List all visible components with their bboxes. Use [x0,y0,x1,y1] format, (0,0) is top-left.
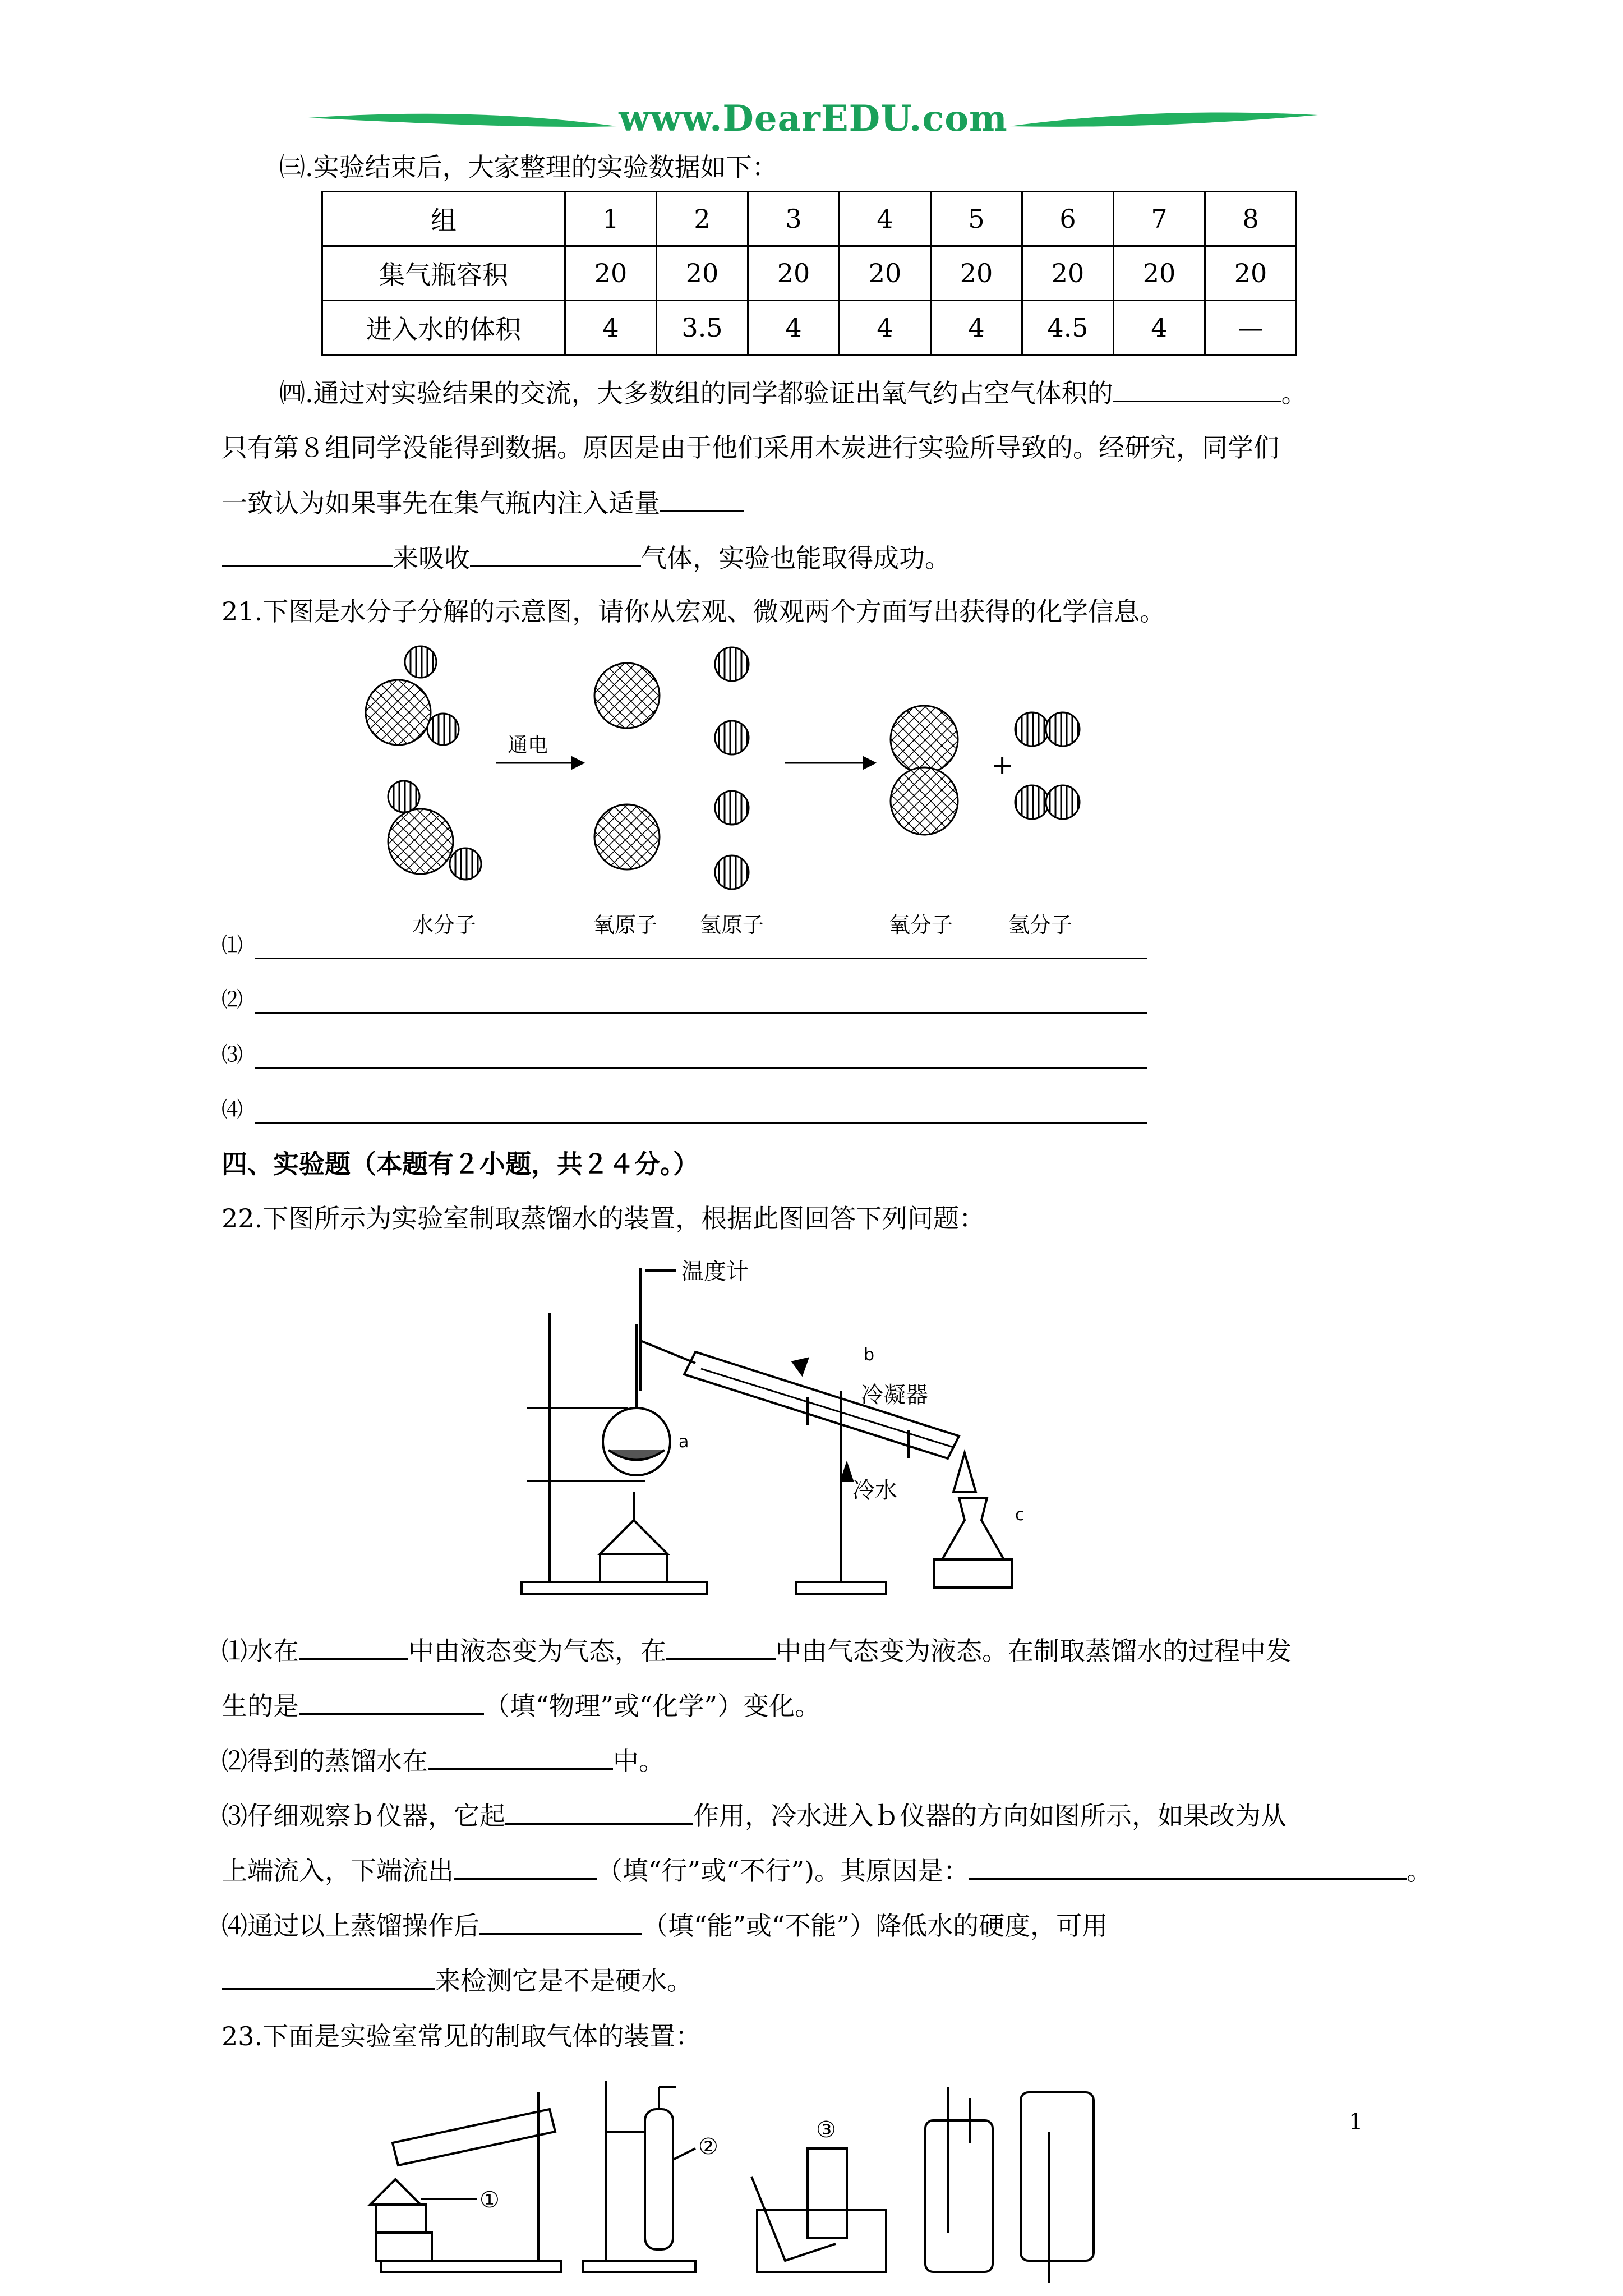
label-hydrogen-atom: 氢原子 [700,913,764,937]
q22-question: 22.下图所示为实验室制取蒸馏水的装置，根据此图回答下列问题： [222,1203,985,1234]
q20-part4-text: 一致认为如果事先在集气瓶内注入适量 [222,488,660,518]
table-cell: — [1205,301,1297,355]
table-cell: 20 [565,246,657,301]
answer-blank[interactable] [222,1963,435,1990]
q22-text: ⑴水在 [222,1636,299,1666]
adapter [953,1453,976,1492]
label-water-molecule: 水分子 [412,913,477,937]
hydrogen-atom [450,848,481,880]
pointer-line [673,2148,695,2160]
table-cell: 4 [931,301,1022,355]
thermometer-label: 温度计 [681,1259,749,1285]
table-cell: 4 [840,192,931,246]
q22-text: 中。 [613,1746,665,1776]
hydrogen-atom [1015,785,1049,819]
table-cell: 7 [1114,192,1205,246]
q20-part4-line4 [222,541,951,575]
label-a: a [679,1432,689,1452]
flask-liquid [608,1450,665,1460]
arrow-head-icon [572,757,583,769]
label-oxygen-molecule: 氧分子 [889,913,953,937]
site-title[interactable]: www.DearEDU.com [619,98,1008,140]
hydrogen-atom [715,855,749,889]
table-cell: 1 [565,192,657,246]
answer-line[interactable] [222,1093,1147,1126]
answer-blank[interactable] [299,1688,484,1715]
answer-blank[interactable] [470,541,641,567]
stand-base [522,1582,707,1594]
wooden-block [376,2233,432,2261]
table-cell: 6 [1022,192,1114,246]
label-b: b [864,1345,875,1365]
q22-text: （填“行”或“不行”)。其原因是： [597,1856,970,1886]
delivery-tube [751,2177,836,2261]
q22-s4-line1 [222,1908,1108,1943]
table-header-cell: 组 [322,192,565,246]
lamp-body [600,1554,667,1582]
experiment-data-table [321,191,1297,356]
q20-part4-text: 来吸收 [393,543,470,573]
stand-base [381,2261,561,2272]
answer-blank[interactable] [454,1853,597,1880]
hydrogen-atom [388,781,419,812]
oxygen-atom [594,804,660,869]
water-flow-arrow-icon [841,1464,852,1481]
answer-label: ⑷ [222,1097,243,1122]
answer-blank[interactable] [299,1634,408,1660]
label-c: c [1015,1505,1025,1525]
gas-bottle [1021,2092,1094,2261]
plus-sign: + [991,749,1014,781]
table-cell: 8 [1205,192,1297,246]
answer-blank[interactable] [222,541,393,567]
table-cell: 5 [931,192,1022,246]
q22-text: 。 [1407,1856,1433,1886]
answer-line[interactable] [222,928,1147,962]
gas-bottle [925,2120,993,2272]
q22-text: 中由液态变为气态，在 [408,1636,666,1666]
q20-part4-line2: 只有第８组同学没能得到数据。原因是由于他们采用木炭进行实验所导致的。经研究，同学们 [222,432,1279,463]
q22-text: ⑵得到的蒸馏水在 [222,1746,428,1776]
q22-text: 上端流入，下端流出 [222,1856,454,1886]
table-cell: 20 [657,246,748,301]
answer-label: ⑵ [222,987,243,1012]
q22-text: ⑶仔细观察ｂ仪器，它起 [222,1801,505,1831]
table-cell: 2 [657,192,748,246]
answer-blank[interactable] [428,1743,613,1770]
table-cell: 3.5 [657,301,748,355]
hydrogen-atom [715,721,749,754]
q22-text: ⑷通过以上蒸馏操作后 [222,1911,479,1941]
answer-label: ⑴ [222,933,243,958]
label-hydrogen-molecule: 氢分子 [1008,913,1073,937]
q22-text: 中由气态变为液态。在制取蒸馏水的过程中发 [776,1636,1292,1666]
distilling-flask [603,1408,670,1475]
q21-question: 21.下图是水分子分解的示意图，请你从宏观、微观两个方面写出获得的化学信息。 [222,596,1166,627]
answer-blank[interactable] [479,1908,642,1935]
answer-line[interactable] [222,983,1147,1016]
q23-question: 23.下面是实验室常见的制取气体的装置： [222,2021,702,2051]
table-cell: 4 [565,301,657,355]
side-arm [640,1341,695,1363]
apparatus-label: ② [698,2134,718,2160]
collecting-bottle [808,2148,847,2238]
apparatus-label: ③ [816,2117,836,2143]
oxygen-atom [594,663,660,728]
receiving-flask [942,1498,1004,1559]
q22-s1-line1 [222,1634,1292,1668]
q20-part4-line1 [279,376,1307,410]
alcohol-lamp [600,1520,667,1554]
hydrogen-atom [427,714,459,745]
hydrogen-atom [1046,712,1080,746]
table-header-cell: 集气瓶容积 [322,246,565,301]
oxygen-atom [388,809,453,874]
hydrogen-atom [1046,785,1080,819]
lamp-body [376,2205,426,2233]
table-row [322,301,1297,355]
oxygen-atom [891,706,958,773]
q22-s4-line2 [222,1963,693,1998]
q20-part4-text: ㈣.通过对实验结果的交流，大多数组的同学都验证出氧气约占空气体积的 [279,378,1113,408]
page-number: 1 [1349,2109,1363,2135]
table-cell: 20 [840,246,931,301]
table-cell: 4 [840,301,931,355]
cold-water-label: 冷水 [852,1478,897,1503]
inner-tube [701,1369,953,1447]
q20-part4-line3 [222,486,744,520]
answer-blank[interactable] [660,486,744,512]
test-tube [645,2109,673,2249]
hydrogen-atom [1015,712,1049,746]
site-header [303,95,1324,146]
hydrogen-atom [715,647,749,681]
table-header-cell: 进入水的体积 [322,301,565,355]
table-cell: 4.5 [1022,301,1114,355]
section-title: 四、实验题（本题有２小题，共２４分。） [222,1149,699,1179]
answer-blank[interactable] [505,1798,693,1825]
arrow-head-icon [864,757,875,769]
table-row [322,246,1297,301]
q20-part3-text: ㈢.实验结束后，大家整理的实验数据如下： [279,152,778,182]
apparatus-label: ① [479,2187,500,2213]
answer-label: ⑶ [222,1042,243,1067]
table-cell: 4 [748,301,840,355]
gas-preparation-apparatus-diagram [359,2076,1144,2289]
stand-base [796,1582,886,1594]
water-decomposition-diagram [359,639,1110,948]
distillation-apparatus-diagram [516,1257,1054,1599]
answer-line[interactable] [222,1038,1147,1071]
oxygen-atom [366,680,431,745]
q22-s3-line1 [222,1798,1287,1833]
answer-blank[interactable] [1113,376,1281,402]
test-tube [393,2109,555,2165]
q22-text: 来检测它是不是硬水。 [435,1966,693,1996]
stand-base [583,2261,695,2272]
table-cell: 20 [1114,246,1205,301]
arrow-label: 通电 [508,734,548,757]
q20-part4-end: 。 [1281,378,1307,408]
oxygen-atom [891,767,958,835]
q20-part4-text: 气体，实验也能取得成功。 [641,543,951,573]
hydrogen-atom [715,791,749,825]
alcohol-lamp [370,2179,421,2205]
table-cell: 20 [1022,246,1114,301]
q22-text: 作用，冷水进入ｂ仪器的方向如图所示，如果改为从 [693,1801,1287,1831]
condenser-label: 冷凝器 [861,1382,928,1408]
q22-s1-line2 [222,1688,820,1723]
table-row [322,192,1297,246]
flask-base [934,1559,1012,1588]
water-flow-arrow-icon [793,1359,808,1374]
q22-text: （填“物理”或“化学”）变化。 [484,1691,821,1721]
label-oxygen-atom: 氧原子 [593,913,658,937]
hydrogen-atom [405,646,436,678]
q22-s3-line2 [222,1853,1432,1888]
table-cell: 4 [1114,301,1205,355]
table-cell: 20 [1205,246,1297,301]
answer-blank[interactable] [666,1634,776,1660]
table-cell: 20 [748,246,840,301]
q22-text: 生的是 [222,1691,299,1721]
table-cell: 3 [748,192,840,246]
q22-text: （填“能”或“不能”）降低水的硬度，可用 [642,1911,1108,1941]
answer-blank[interactable] [969,1853,1407,1880]
table-cell: 20 [931,246,1022,301]
q22-s2 [222,1743,665,1778]
